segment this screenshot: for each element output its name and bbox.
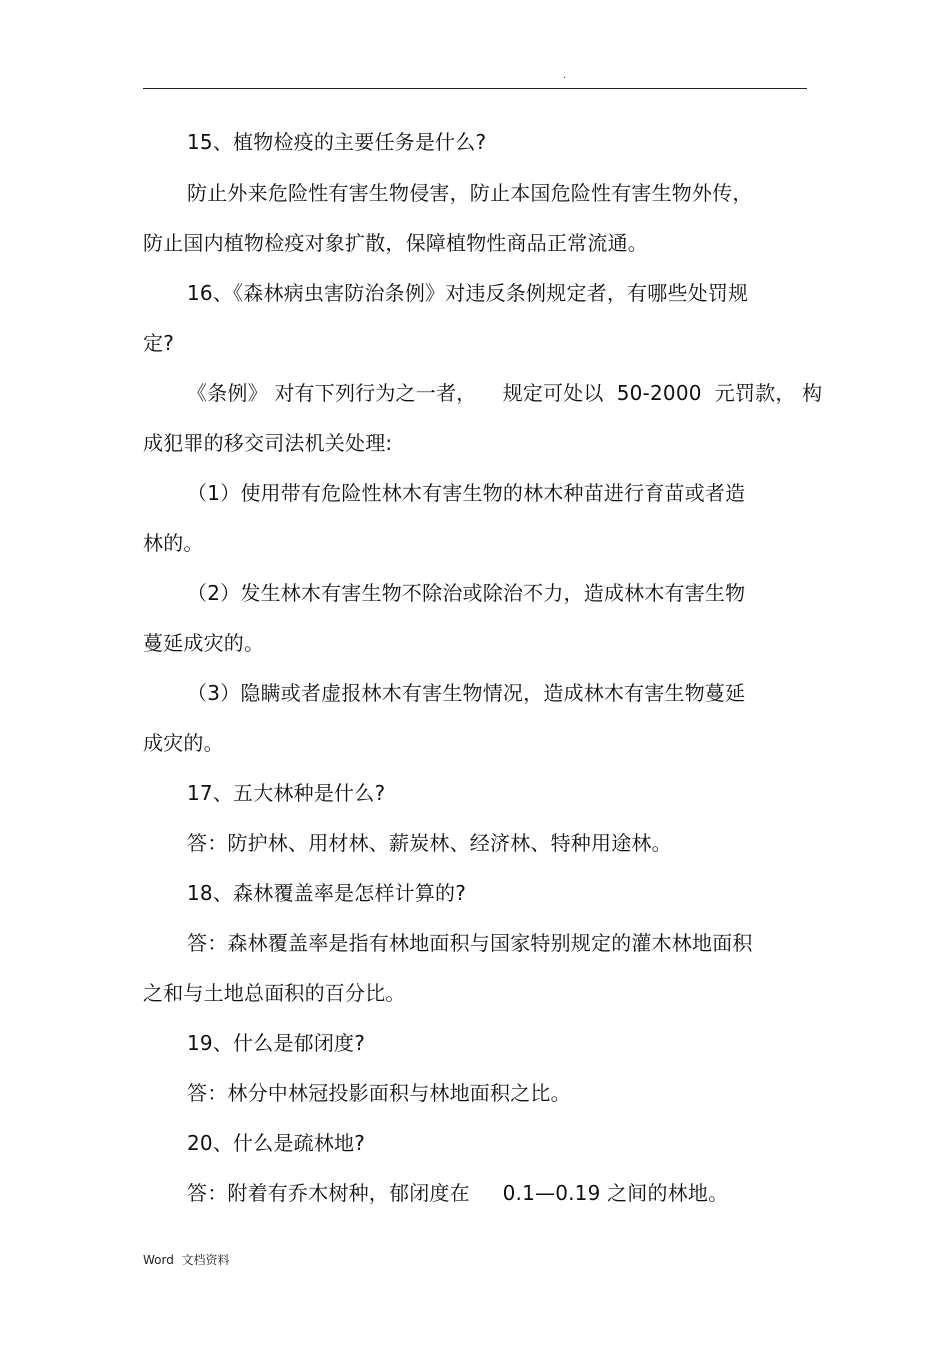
- question-18: 18、森林覆盖率是怎样计算的?: [187, 881, 467, 905]
- answer-16-item-2-line-1: （2）发生林木有害生物不除治或除治不力，造成林木有害生物: [187, 581, 746, 605]
- answer-20: 答：附着有乔木树种，郁闭度在 0.1—0.19 之间的林地。: [187, 1181, 729, 1205]
- question-15: 15、植物检疫的主要任务是什么?: [187, 130, 487, 154]
- header-rule: [143, 88, 807, 89]
- answer-16-item-1-line-1: （1）使用带有危险性林木有害生物的林木种苗进行育苗或者造: [187, 481, 746, 505]
- question-17: 17、五大林种是什么?: [187, 781, 386, 805]
- answer-16-item-1-line-2: 林的。: [143, 531, 204, 555]
- answer-18-line-2: 之和与土地总面积的百分比。: [143, 981, 406, 1005]
- question-20: 20、什么是疏林地?: [187, 1131, 366, 1155]
- question-16-line-2: 定?: [143, 331, 175, 355]
- answer-17: 答：防护林、用材林、薪炭林、经济林、特种用途林。: [187, 831, 672, 855]
- question-16-line-1: 16、《森林病虫害防治条例》对违反条例规定者，有哪些处罚规: [187, 281, 749, 305]
- answer-16-line-2: 成犯罪的移交司法机关处理:: [143, 431, 393, 455]
- answer-15-line-2: 防止国内植物检疫对象扩散，保障植物性商品正常流通。: [143, 231, 648, 255]
- header-mark: .: [563, 70, 567, 81]
- answer-16-item-3-line-2: 成灾的。: [143, 731, 224, 755]
- answer-16-item-2-line-2: 蔓延成灾的。: [143, 631, 265, 655]
- answer-18-line-1: 答：森林覆盖率是指有林地面积与国家特别规定的灌木林地面积: [187, 931, 753, 955]
- footer-label: Word 文档资料: [143, 1253, 230, 1267]
- answer-19: 答：林分中林冠投影面积与林地面积之比。: [187, 1081, 571, 1105]
- answer-16-item-3-line-1: （3）隐瞒或者虚报林木有害生物情况，造成林木有害生物蔓延: [187, 681, 746, 705]
- answer-15-line-1: 防止外来危险性有害生物侵害，防止本国危险性有害生物外传，: [187, 181, 753, 205]
- question-19: 19、什么是郁闭度?: [187, 1031, 366, 1055]
- answer-16-line-1: 《条例》 对有下列行为之一者， 规定可处以 50-2000 元罚款， 构: [187, 381, 823, 405]
